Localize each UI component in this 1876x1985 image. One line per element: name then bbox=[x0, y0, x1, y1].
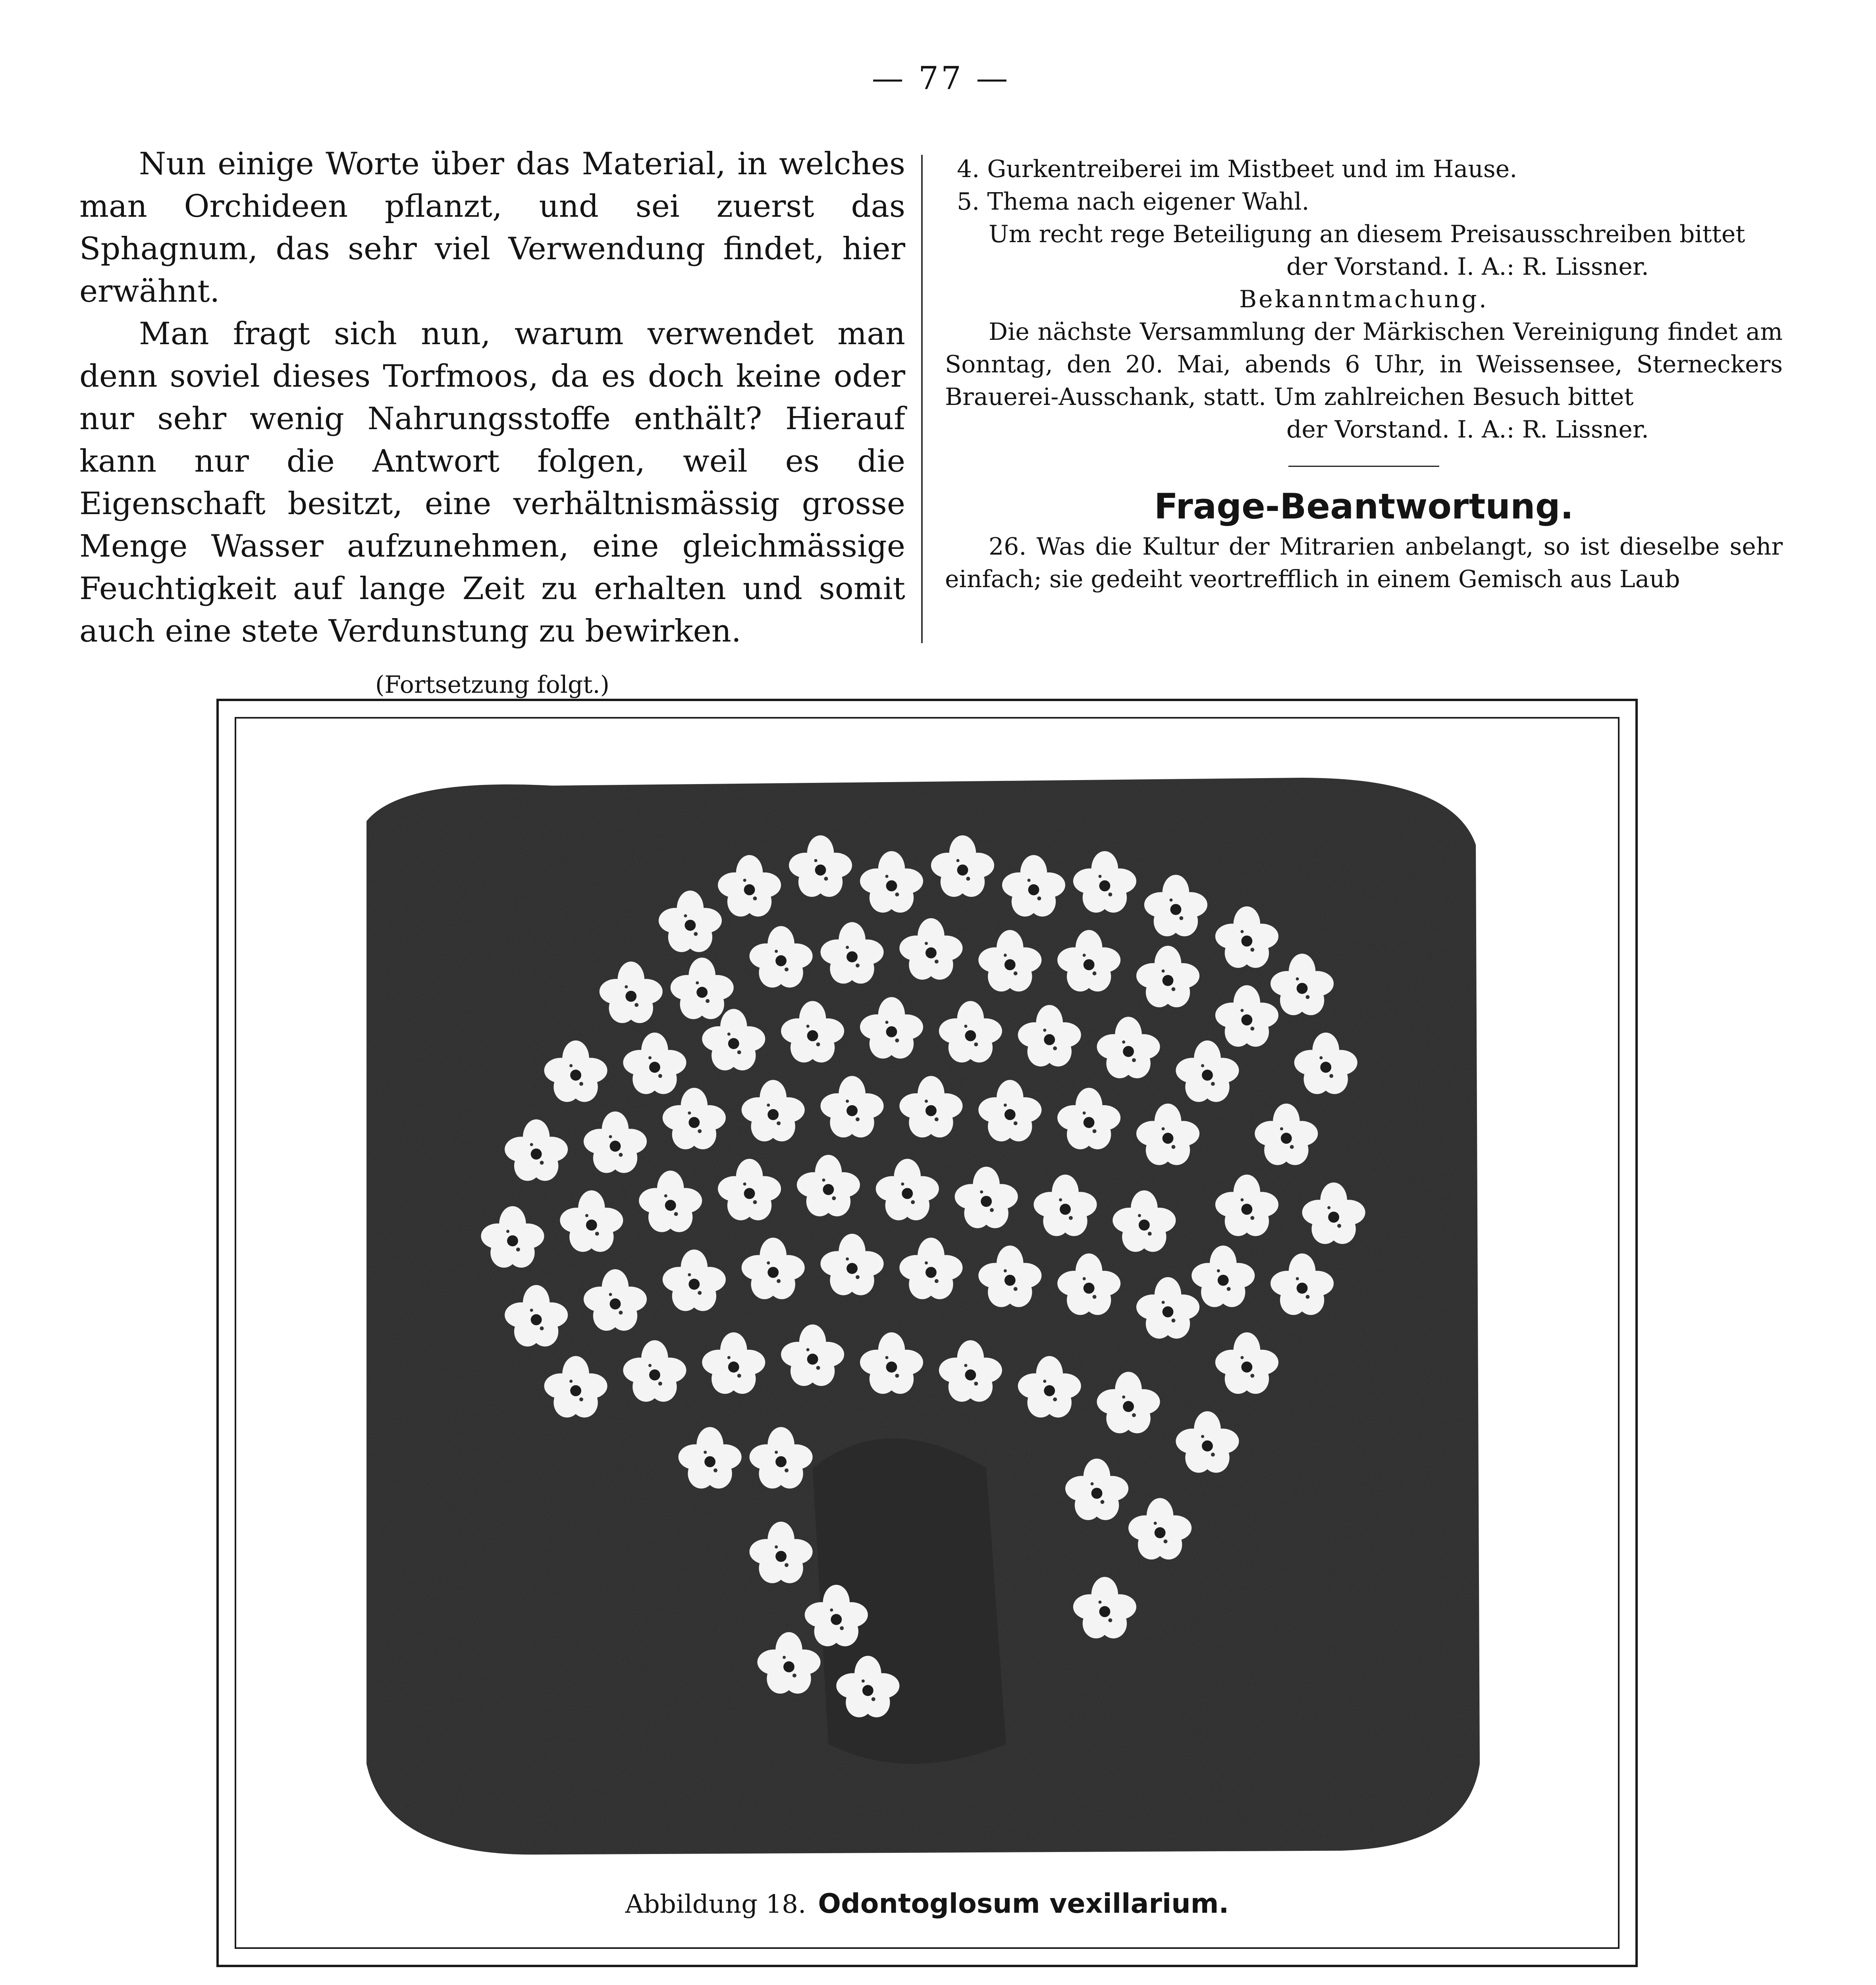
list-item: 5. Thema nach eigener Wahl. bbox=[957, 188, 1309, 216]
paragraph: Nun einige Worte über das Material, in welches man Orchideen pflanzt, und sei zuerst das Sphagnum, das sehr viel Verwendung findet, hier erwähnt. bbox=[79, 146, 905, 309]
top-right-column bbox=[945, 153, 1783, 596]
caption-title: Odontoglosum vexillarium. bbox=[818, 1888, 1229, 1919]
qa-heading: Frage-Beantwortung. bbox=[1154, 486, 1574, 527]
figure-inner-border bbox=[235, 717, 1620, 1949]
top-left-column bbox=[79, 143, 905, 731]
announcement-text: Die nächste Versammlung der Märkischen Vereinigung findet am Sonntag, den 20. Mai, abends 6 Uhr, in Weissensee, Sterneckers Brauerei-Ausschank, statt. Um zahlreichen Besuch bittet bbox=[945, 318, 1783, 411]
figure-frame bbox=[216, 699, 1638, 1967]
list-item: 4. Gurkentreiberei im Mistbeet und im Hause. bbox=[957, 155, 1517, 183]
signature: der Vorstand. I. A.: R. Lissner. bbox=[1286, 416, 1649, 443]
appeal-text: Um recht rege Beteiligung an diesem Preisausschreiben bittet bbox=[989, 220, 1745, 248]
paragraph: Man fragt sich nun, warum verwendet man denn soviel dieses Torfmoos, da es doch keine oder nur sehr wenig Nahrungsstoffe enthält? Hierauf kann nur die Antwort folgen, weil es die Eigenschaft besitzt, eine verhältnismässig grosse Menge Wasser aufzunehmen, eine gleichmässige Feuchtigkeit auf lange Zeit zu erhalten und somit auch eine stete Verdunstung zu bewirken. bbox=[79, 316, 905, 649]
continuation-note: (Fortsetzung folgt.) bbox=[375, 671, 609, 699]
signature: der Vorstand. I. A.: R. Lissner. bbox=[1286, 253, 1649, 281]
orchid-illustration bbox=[236, 719, 1618, 1947]
page-number: — 77 — bbox=[871, 60, 1010, 96]
qa-text: 26. Was die Kultur der Mitrarien anbelangt, so ist dieselbe sehr einfach; sie gedeiht veortrefflich in einem Gemisch aus Laub bbox=[945, 533, 1783, 593]
announcement-heading: Bekanntmachung. bbox=[1239, 285, 1488, 313]
divider bbox=[1288, 466, 1439, 467]
caption-label: Abbildung 18. bbox=[625, 1890, 806, 1919]
figure-caption bbox=[236, 1888, 1618, 1919]
column-divider bbox=[921, 155, 923, 643]
